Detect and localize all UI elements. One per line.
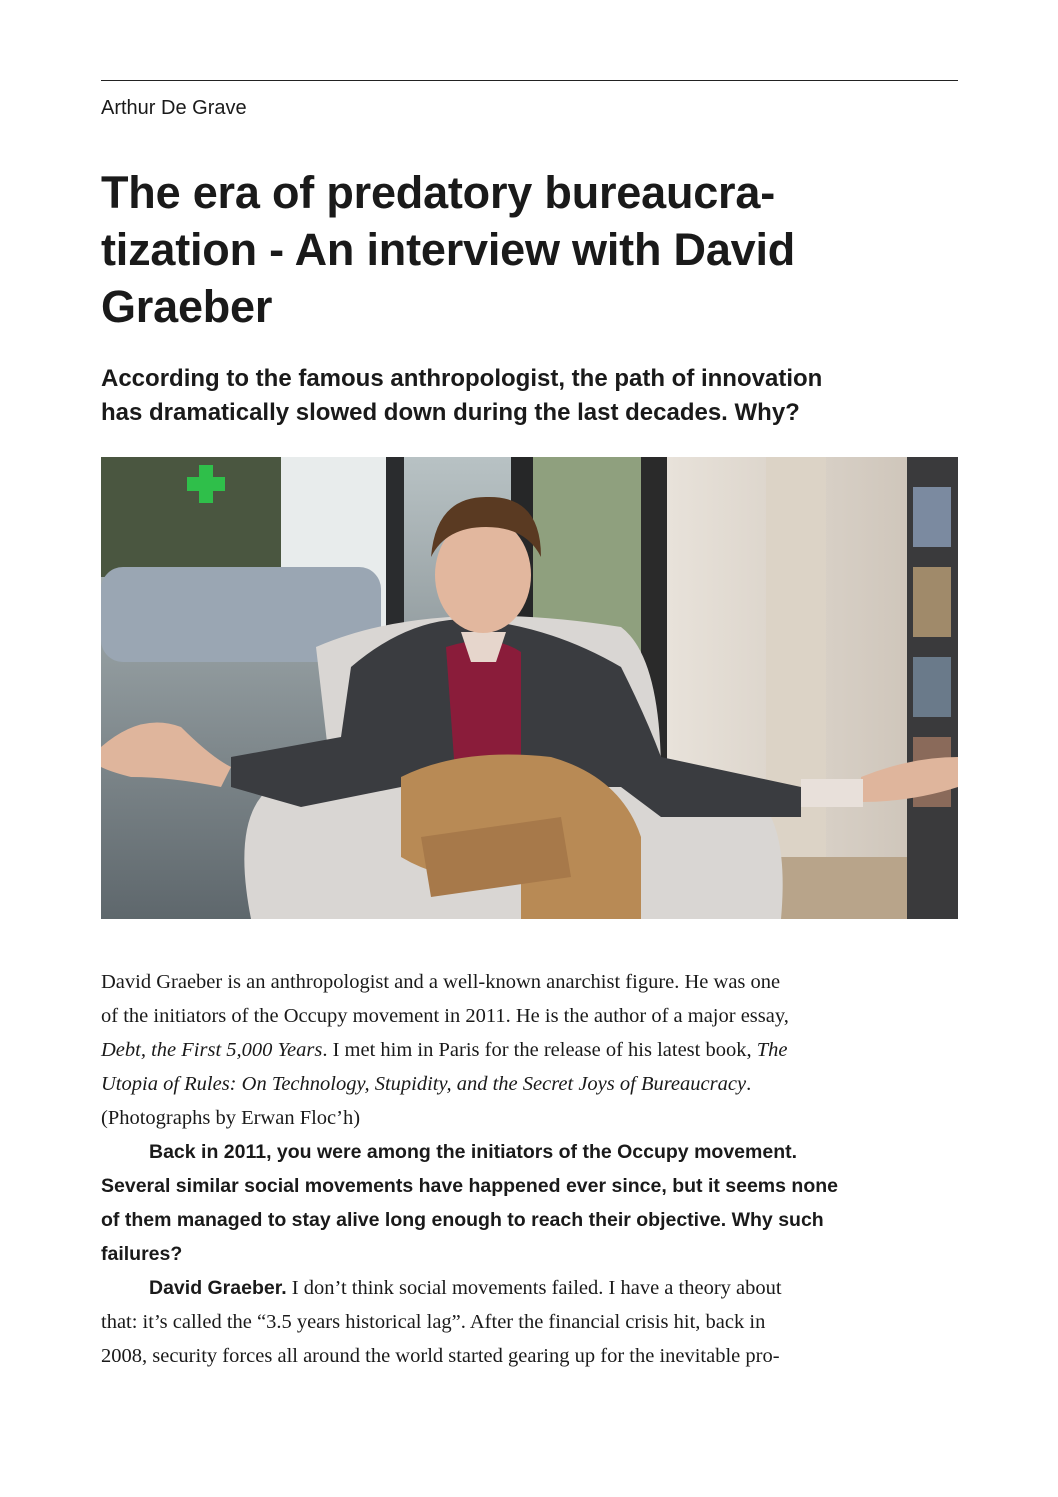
header-rule <box>101 80 958 81</box>
intro-line <box>101 965 958 999</box>
article-title <box>101 164 971 335</box>
book-title-debt: Debt, the First 5,000 Years <box>101 1039 323 1061</box>
interview-photo <box>101 457 958 919</box>
intro-line <box>101 1033 958 1067</box>
answer-line: that: it’s called the “3.5 years historical lag”. After the financial crisis hit, back in <box>101 1311 766 1333</box>
intro-text: . <box>746 1073 752 1095</box>
book-title-utopia: Utopia of Rules: On Technology, Stupidity, and the Secret Joys of Bureaucracy <box>101 1073 747 1095</box>
article-body <box>101 965 958 1373</box>
article-subtitle <box>101 362 971 430</box>
intro-text: David Graeber is an anthropologist and a well-known anarchist figure. He was one <box>101 971 781 993</box>
answer-text: I don’t think social movements failed. I have a theory about <box>286 1277 782 1299</box>
title-line: Graeber <box>101 281 273 332</box>
subtitle-line: According to the famous anthropologist, the path of innovation <box>101 365 823 392</box>
speaker-label: David Graeber. <box>149 1277 287 1299</box>
subtitle-line: has dramatically slowed down during the last decades. Why? <box>101 399 800 426</box>
answer-line: 2008, security forces all around the world started gearing up for the inevitable pro- <box>101 1345 780 1367</box>
author-name: Arthur De Grave <box>101 97 247 119</box>
right-cuff <box>801 779 863 807</box>
question-line: Back in 2011, you were among the initiators of the Occupy movement. <box>149 1141 798 1163</box>
question-line: Several similar social movements have happened ever since, but it seems none <box>101 1175 838 1197</box>
intro-line <box>101 1067 958 1101</box>
title-line: tization - An interview with David <box>101 224 796 275</box>
question-line: failures? <box>101 1243 183 1265</box>
photo-credit: (Photographs by Erwan Floc’h) <box>101 1107 361 1129</box>
answer-line <box>101 1271 958 1305</box>
intro-text: . I met him in Paris for the release of his latest book, <box>322 1039 752 1061</box>
intro-line: of the initiators of the Occupy movement in 2011. He is the author of a major essay, <box>101 1005 789 1027</box>
title-line: The era of predatory bureaucra- <box>101 167 775 218</box>
question-line: of them managed to stay alive long enough to reach their objective. Why such <box>101 1209 824 1231</box>
street-building <box>101 457 281 577</box>
book-title-utopia-start: The <box>756 1039 788 1061</box>
